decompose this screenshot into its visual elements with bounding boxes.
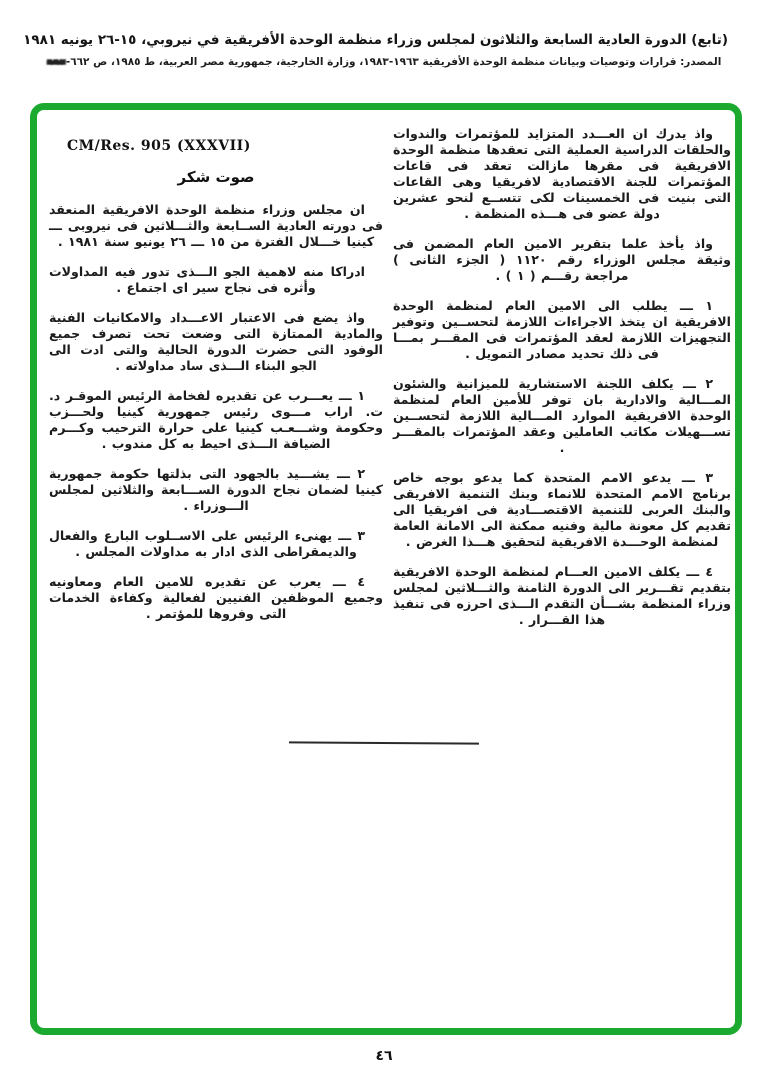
paragraph: ٤ ـــ يكلف الامين العـــام لمنظمة الوحدة الافريقية بتقديم تقـــرير الى الدورة الثامنة والثـــلاثين لمجلس وزراء المنظمة بشـــأن التقدم الـــذى احرزه فى تنفيذ هذا القـــرار . (393, 564, 731, 627)
resolution-title: صوت شكر (177, 168, 255, 186)
paragraph: ١ ـــ يعـــرب عن تقديره لفخامة الرئيس الموقـر د. ت. اراب مـــوى رئيس جمهورية كينيا ولحـــزب وحكومة وشـــعـب كينيا على حرارة الترحيب وكـــرم الضيافة الـــذى احيط به كل مندوب . (49, 388, 383, 451)
footnote-divider (289, 741, 479, 744)
paragraph: ١ ـــ يطلب الى الامين العام لمنظمة الوحدة الافريقية ان يتخذ الاجراءات اللازمة لتحســين وتوفير التجهيزات اللازمة لعقد المؤتمرات فى المقـــر بمـــا فى ذلك تحديد مصادر التمويل . (393, 298, 731, 361)
paragraph: ٢ ـــ يكلف اللجنة الاستشارية للميزانية والشئون المـــالية والادارية بان توفر للأمين العام لمنظمة الوحدة الافريقية الموارد المـــالية اللازمة لتحســين تســـهيلات مكاتب العاملين وعقد المؤتمرات بالمقـــر . (393, 376, 731, 455)
paragraph: ٣ ـــ يدعو الامم المتحدة كما يدعو بوجه خاص برنامج الامم المتحدة للانماء وبنك التنمية الافريقى والبنك العربى للتنمية الاقتصـــادية فى افريقيا الى تقديم كل معونة مالية وفنيه ممكنة الى الامانة العامة لمنظمة الوحـــدة الافريقية لتحقيق هـــذا الغرض . (393, 470, 731, 549)
column-right (393, 126, 731, 642)
resolution-reference: CM/Res. 905 (XXXVII) (67, 138, 251, 154)
paragraph: واذ يدرك ان العـــدد المتزايد للمؤتمرات والندوات والحلقات الدراسية العملية التى تعقدها منظمة الوحدة الافريقية فى مقرها مازالت تعقد فى قاعات المؤتمرات للجنة الاقتصادية لافريقيا وهى القاعات التى بنيت فى الخمسينات لكى تتســع لنحو عشرين دولة عضو فى هـــذه المنظمة . (393, 126, 731, 221)
paragraph: ٤ ـــ يعرب عن تقديره للامين العام ومعاونيه وجميع الموظفين الفنيين لفعالية وكفاءة الخدمات التى وفروها للمؤتمر . (49, 574, 383, 621)
header-source-line (40, 55, 728, 70)
paragraph: ٣ ـــ يهنىء الرئيس على الاســلوب البارع والفعال والديمقراطى الذى ادار به مداولات المجلس . (49, 528, 365, 559)
paragraph: ان مجلس وزراء منظمة الوحدة الافريقية المنعقد فى دورته العادية الســابعة والثـــلاثين فى نيروبى ـــ كينيا خـــلال الفترة من ١٥ ـــ ٢٦ يونيو سنة ١٩٨١ . (49, 202, 383, 249)
paragraph: ادراكا منه لاهمية الجو الـــذى تدور فيه المداولات وأثره فى نجاح سير اى اجتماع . (49, 264, 365, 295)
smudge-mark: ٦٦٣ (46, 56, 66, 68)
header-source-text: المصدر: قرارات وتوصيات وبيانات منظمة الوحدة الأفريقية ١٩٦٣-١٩٨٣، وزارة الخارجية، جمهورية مصر العربية، ط ١٩٨٥، ص ٦٦٢- (65, 56, 722, 68)
paragraph: ٢ ـــ يشـــيد بالجهود التى بذلتها حكومة جمهورية كينيا لضمان نجاح الدورة الســـابعة والثلاثين لمجلس الـــوزراء . (49, 466, 383, 513)
page-header (23, 30, 728, 70)
column-left (49, 138, 383, 636)
paragraph: واذ يضع فى الاعتبار الاعـــداد والامكانيات الفنية والمادية الممتازة التى وضعت تحت تصرف جميع الوفود التى حضرت الدورة الحالية والتى ادت الى الجو البناء الـــذى ساد مداولاته . (49, 310, 383, 373)
header-session-title: (تابع) الدورة العادية السابعة والثلاثون لمجلس وزراء منظمة الوحدة الأفريقية في نيروبي، ١٥-٢٦ يونيه ١٩٨١ (23, 32, 728, 48)
green-border-frame (30, 103, 742, 1035)
paragraph: واذ يأخذ علما بتقرير الامين العام المضمن فى وثيقة مجلس الوزراء رقم ١١٢٠ ( الجزء الثانى ) مراجعة رقـــم ( ١ ) . (393, 236, 731, 283)
page-number: ٤٦ (375, 1048, 393, 1064)
